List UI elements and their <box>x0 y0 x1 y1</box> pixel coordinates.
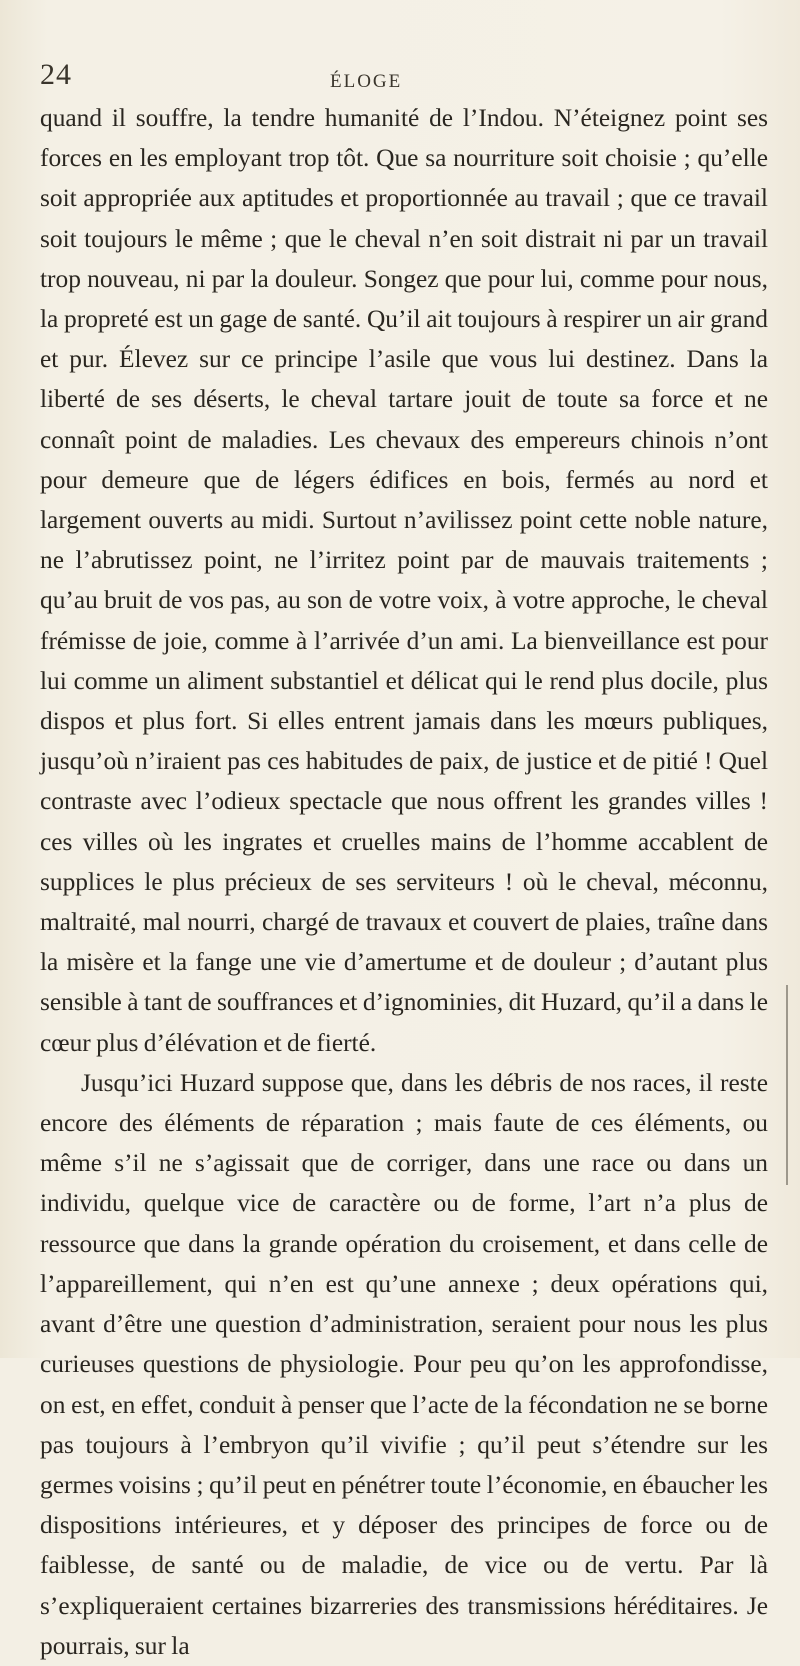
body-text <box>40 98 768 1666</box>
paragraph-2: Jusqu’ici Huzard suppose que, dans les débris de nos races, il reste encore des éléments de réparation ; mais faute de ces éléments, ou même s’il ne s’agissait que de corriger, dans une race ou dans un individu, quelque vice de caractère ou de forme, l’art n’a plus de ressource que dans la grande opération du croisement, et dans celle de l’appareillement, qui n’en est qu’une annexe ; deux opérations qui, avant d’être une question d’administration, seraient pour nous les plus curieuses questions de physiologie. Pour peu qu’on les approfondisse, on est, en effet, conduit à penser que l’acte de la fécondation ne se borne pas toujours à l’embryon qu’il vivifie ; qu’il peut s’étendre sur les germes voisins ; qu’il peut en pénétrer toute l’économie, en ébaucher les dispositions intérieures, et y déposer des principes de force ou de faiblesse, de santé ou de maladie, de vice ou de vertu. Par là s’expliqueraient certaines bizarreries des transmissions héréditaires. Je pourrais, sur la <box>40 1068 768 1660</box>
page-header <box>40 58 780 98</box>
page-number: 24 <box>40 58 72 91</box>
paragraph-1: quand il souffre, la tendre humanité de l’Indou. N’éteignez point ses forces en les employant trop tôt. Que sa nourriture soit choisie ; qu’elle soit appropriée aux aptitudes et proportionnée au travail ; que ce travail soit toujours le même ; que le cheval n’en soit distrait ni par un travail trop nouveau, ni par la douleur. Songez que pour lui, comme pour nous, la propreté est un gage de santé. Qu’il ait toujours à respirer un air grand et pur. Élevez sur ce principe l’asile que vous lui destinez. Dans la liberté de ses déserts, le cheval tartare jouit de toute sa force et ne connaît point de maladies. Les chevaux des empereurs chinois n’ont pour demeure que de légers édifices en bois, fermés au nord et largement ouverts au midi. Surtout n’avilissez point cette noble nature, ne l’abrutissez point, ne l’irritez point par de mauvais traitements ; qu’au bruit de vos pas, au son de votre voix, à votre approche, le cheval frémisse de joie, comme à l’arrivée d’un ami. La bienveillance est pour lui comme un aliment substantiel et délicat qui le rend plus docile, plus dispos et plus fort. Si elles entrent jamais dans les mœurs publiques, jusqu’où n’iraient pas ces habitudes de paix, de justice et de pitié ! Quel contraste avec l’odieux spectacle que nous offrent les grandes villes ! ces villes où les ingrates et cruelles mains de l’homme accablent de supplices le plus précieux de ses serviteurs ! où le cheval, méconnu, maltraité, mal nourri, chargé de travaux et couvert de plaies, traîne dans la misère et la fange une vie d’amertume et de douleur ; d’autant plus sensible à tant de souffrances et d’ignominies, dit Huzard, qu’il a dans le cœur plus d’élévation et de fierté. <box>40 104 768 1057</box>
margin-rule <box>786 985 788 1185</box>
running-head: ÉLOGE <box>330 71 403 92</box>
